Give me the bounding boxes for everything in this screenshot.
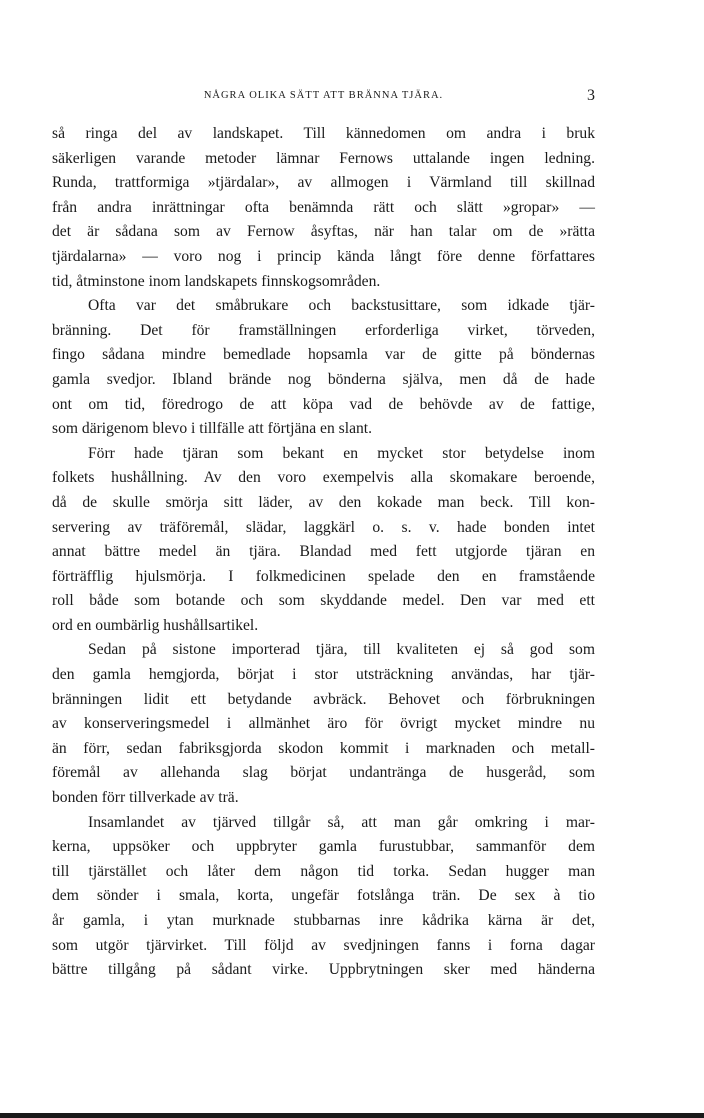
- text-line: Insamlandet av tjärved tillgår så, att man går omkring i mar-: [88, 813, 595, 831]
- text-line: förträfflig hjulsmörja. I folkmedicinen spelade den en framstående: [52, 567, 595, 585]
- text-line: än förr, sedan fabriksgjorda skodon kommit i marknaden och metall-: [52, 739, 595, 757]
- text-line: bränning. Det för framställningen erforderliga virket, törveden,: [52, 321, 595, 339]
- text-line: kerna, uppsöker och uppbryter gamla furustubbar, sammanför dem: [52, 838, 595, 856]
- page-number: 3: [587, 87, 595, 104]
- text-line: tjärdalarna» — voro nog i princip kända långt före denne författares: [52, 247, 595, 265]
- running-head: NÅGRA OLIKA SÄTT ATT BRÄNNA TJÄRA.: [203, 90, 444, 101]
- text-line: det är sådana som av Fernow åsyftas, när han talar om de »rätta: [52, 223, 595, 241]
- text-line: dem sönder i smala, korta, ungefär fotslånga trän. De sex à tio: [52, 887, 595, 905]
- text-line: servering av träföremål, slädar, laggkärl o. s. v. hade bonden intet: [52, 518, 595, 536]
- text-line: ont om tid, föredrogo de att köpa vad de behövde av de fattige,: [52, 395, 595, 413]
- text-line: år gamla, i ytan murknade stubbarnas inre kådrika kärna är det,: [52, 912, 595, 929]
- text-line: roll både som botande och som skyddande medel. Den var med ett: [52, 592, 595, 610]
- text-line: av konserveringsmedel i allmänhet äro för övrigt mycket mindre nu: [52, 715, 595, 733]
- text-line: bonden förr tillverkade av trä.: [52, 789, 239, 807]
- text-line: till tjärstället och låter dem någon tid torka. Sedan hugger man: [52, 862, 595, 880]
- text-line: bättre tillgång på sådant virke. Uppbrytningen sker med händerna: [52, 961, 595, 979]
- text-line: säkerligen varande metoder lämnar Fernows uttalande ingen ledning.: [52, 149, 595, 167]
- text-line: gamla svedjor. Ibland brände nog bönderna själva, men då de hade: [52, 370, 595, 388]
- page-header: [52, 87, 595, 110]
- text-line: tid, åtminstone inom landskapets finnskogsområden.: [52, 272, 381, 290]
- text-line: Runda, trattformiga »tjärdalar», av allmogen i Värmland till skillnad: [52, 174, 595, 192]
- text-line: då de skulle smörja sitt läder, av den kokade man beck. Till kon-: [52, 493, 595, 511]
- text-line: fingo sådana mindre bemedlade hopsamla var de gitte på böndernas: [52, 346, 595, 364]
- text-line: ord en oumbärlig hushållsartikel.: [52, 616, 259, 634]
- text-line: som därigenom blevo i tillfälle att förtjäna en slant.: [52, 420, 373, 438]
- text-line: så ringa del av landskapet. Till kännedomen om andra i bruk: [52, 125, 595, 142]
- paragraph: [52, 294, 595, 442]
- text-line: den gamla hemgjorda, börjat i stor utsträckning användas, har tjär-: [52, 666, 595, 684]
- text-line: folkets hushållning. Av den voro exempelvis alla skomakare beroende,: [52, 469, 595, 487]
- text-line: Ofta var det småbrukare och backstusittare, som idkade tjär-: [88, 297, 595, 315]
- text-line: Förr hade tjäran som bekant en mycket stor betydelse inom: [88, 444, 595, 462]
- paragraph: [52, 638, 595, 810]
- text-line: bränningen lidit ett betydande avbräck. Behovet och förbrukningen: [52, 690, 595, 708]
- paragraph: [52, 811, 595, 983]
- text-line: från andra inrättningar ofta benämnda rätt och slätt »gropar» —: [52, 198, 595, 216]
- text-line: föremål av allehanda slag börjat undantränga de husgeråd, som: [52, 764, 595, 782]
- paragraph: [52, 442, 595, 639]
- paragraph: [52, 122, 595, 294]
- text-line: som utgör tjärvirket. Till följd av svedjningen fanns i forna dagar: [52, 936, 595, 954]
- body-text: [52, 122, 595, 983]
- text-line: Sedan på sistone importerad tjära, till kvaliteten ej så god som: [88, 641, 595, 659]
- scan-edge-bar: [0, 1113, 704, 1118]
- text-line: annat bättre medel än tjära. Blandad med fett utgjorde tjäran en: [52, 543, 595, 561]
